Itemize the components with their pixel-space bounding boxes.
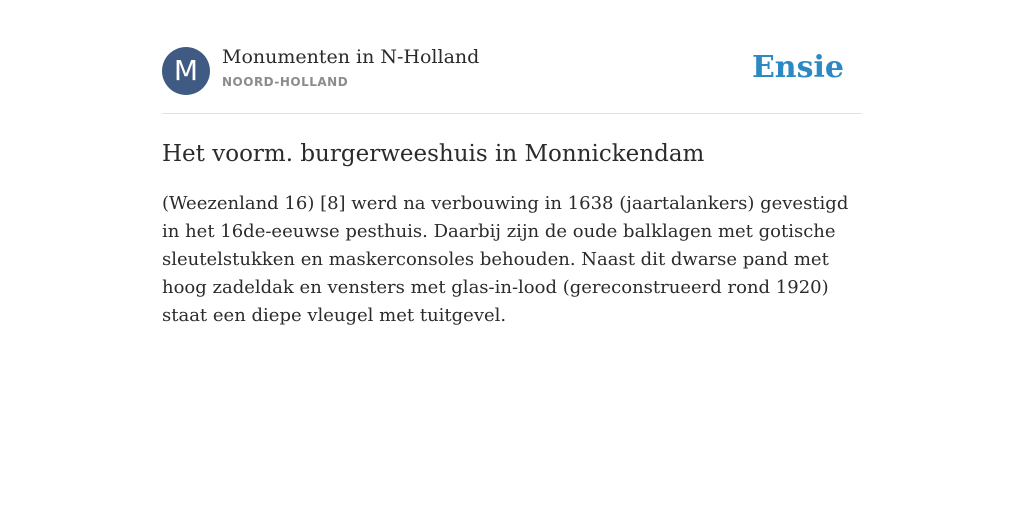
source-subtitle[interactable]: NOORD-HOLLAND: [222, 75, 349, 89]
article-body: (Weezenland 16) [8] werd na verbouwing in 1638 (jaartalankers) gevestigd in het 16de-eeuwse pesthuis. Daarbij zijn de oude balklagen met gotische sleutelstukken en maskerconsoles behouden. Naast dit dwarse pand met hoog zadeldak en vensters met glas-in-lood (gereconstrueerd rond 1920) staat een diepe vleugel met tuitgevel.: [162, 193, 849, 326]
avatar[interactable]: M: [162, 47, 210, 95]
article-title: Het voorm. burgerweeshuis in Monnickendam: [162, 141, 705, 167]
entry-card: [162, 0, 862, 330]
entry-header: [162, 0, 862, 114]
brand-logo[interactable]: Ensie: [751, 50, 844, 85]
source-title[interactable]: Monumenten in N-Holland: [222, 46, 480, 68]
